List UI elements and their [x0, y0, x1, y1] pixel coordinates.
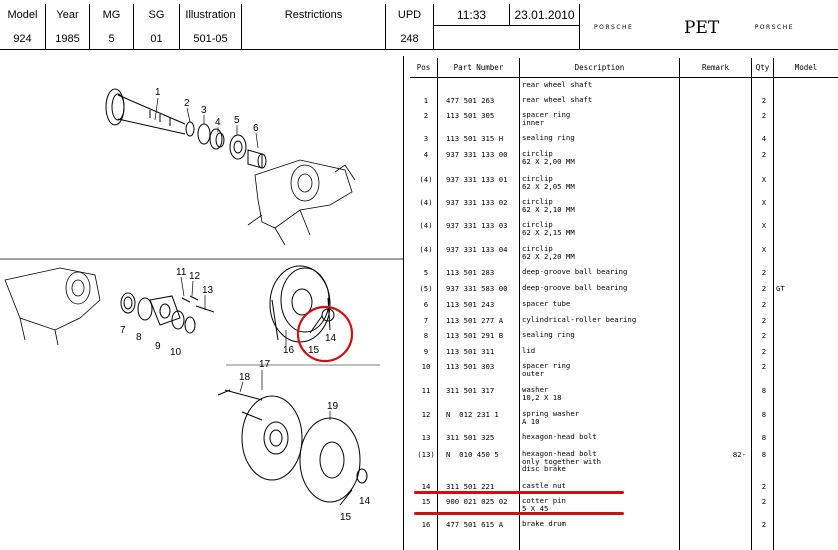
row-description: circlip 62 X 2,05 MM	[522, 174, 575, 191]
brand-panel	[588, 0, 798, 50]
callout-2[interactable]: 2	[184, 98, 190, 109]
hub-flange-drawing	[218, 390, 302, 480]
illustration-value: 501-05	[193, 33, 228, 45]
row-part-number: 113 501 311	[446, 347, 495, 356]
table-row[interactable]	[410, 449, 838, 471]
time-display: 11:33	[434, 4, 510, 26]
row-pos: 8	[423, 331, 429, 340]
row-part-number: 113 501 283	[446, 268, 495, 277]
row-part-number: 113 501 315 H	[446, 134, 504, 143]
row-qty: 2	[761, 268, 767, 277]
col-header-model[interactable]: Model	[774, 58, 838, 78]
callout-9[interactable]: 9	[155, 341, 161, 352]
illustration-cell	[180, 4, 242, 50]
trailing-arm-drawing-upper	[248, 160, 355, 245]
header-bar	[0, 0, 838, 50]
row-pos: (4)	[419, 175, 433, 184]
row-qty: X	[761, 245, 767, 254]
callout-12[interactable]: 12	[189, 271, 201, 282]
row-qty: 2	[761, 482, 767, 491]
row-pos: 7	[423, 316, 429, 325]
row-part-number: 113 501 303	[446, 362, 495, 371]
row-description: deep-groove ball bearing	[522, 283, 628, 292]
row-description: cotter pin 5 X 45	[522, 496, 566, 513]
row-part-number: 113 501 243	[446, 300, 495, 309]
highlight-underline-bottom	[414, 512, 624, 515]
row-part-number: 311 501 221	[446, 482, 495, 491]
row-pos: (4)	[419, 221, 433, 230]
callout-15-lower[interactable]: 15	[340, 512, 352, 523]
row-part-number: 937 331 133 01	[446, 175, 508, 184]
row-part-number: 937 331 133 00	[446, 150, 508, 159]
model-label: Model	[7, 9, 38, 21]
brake-disc-hub-drawing	[300, 418, 367, 505]
table-row[interactable]	[410, 149, 838, 171]
row-pos: 3	[423, 134, 429, 143]
table-row[interactable]	[410, 197, 838, 219]
row-description: lid	[522, 346, 536, 355]
row-description: hexagon-head bolt only together with disc brake	[522, 449, 602, 473]
row-description: washer 10,2 X 18	[522, 385, 562, 402]
porsche-logo-right: PORSCHE	[754, 24, 794, 31]
col-header-qty[interactable]: Qty	[752, 58, 774, 78]
date-display: 23.01.2010	[510, 4, 580, 26]
row-qty: 2	[761, 362, 767, 371]
porsche-logo-left: PORSCHE	[594, 24, 634, 31]
brake-drum-drawing	[270, 266, 330, 342]
col-header-description[interactable]: Description	[520, 58, 680, 78]
sg-label: SG	[148, 9, 165, 21]
row-qty: 2	[761, 300, 767, 309]
model-value: 924	[13, 33, 32, 45]
row-description: rear wheel shaft	[522, 80, 593, 89]
sg-cell	[134, 4, 180, 50]
row-pos: 12	[421, 410, 431, 419]
bearing-parts-drawing	[121, 293, 214, 333]
row-description: spring washer A 10	[522, 409, 580, 426]
callout-14[interactable]: 14	[325, 333, 337, 344]
row-pos: 14	[421, 482, 431, 491]
illustration-pane[interactable]	[0, 56, 404, 550]
row-part-number: 937 331 133 03	[446, 221, 508, 230]
row-part-number: 477 501 615 A	[446, 520, 504, 529]
callout-10[interactable]: 10	[170, 347, 182, 358]
callout-8[interactable]: 8	[136, 332, 142, 343]
callout-19[interactable]: 19	[327, 401, 339, 412]
row-qty: 8	[761, 386, 767, 395]
row-part-number: 900 021 025 02	[446, 497, 508, 506]
row-description: sealing ring	[522, 133, 575, 142]
row-description: rear wheel shaft	[522, 95, 593, 104]
row-description: brake drum	[522, 519, 566, 528]
table-row[interactable]	[410, 519, 838, 541]
restrictions-label: Restrictions	[284, 9, 343, 21]
row-qty: 2	[761, 284, 767, 293]
row-description: hexagon-head bolt	[522, 432, 597, 441]
col-header-part-number[interactable]: Part Number	[438, 58, 520, 78]
table-row[interactable]	[410, 385, 838, 407]
row-part-number: 113 501 305	[446, 111, 495, 120]
callout-14-lower[interactable]: 14	[359, 496, 371, 507]
row-part-number: 937 331 133 04	[446, 245, 508, 254]
row-qty: 2	[761, 497, 767, 506]
table-row[interactable]	[410, 110, 838, 132]
row-pos: 6	[423, 300, 429, 309]
callout-18[interactable]: 18	[239, 372, 251, 383]
callout-13[interactable]: 13	[202, 285, 214, 296]
row-qty: 2	[761, 347, 767, 356]
row-description: circlip 62 X 2,10 MM	[522, 197, 575, 214]
exploded-view-diagram[interactable]	[0, 56, 404, 550]
row-pos: 16	[421, 520, 431, 529]
row-part-number: N 012 231 1	[446, 410, 499, 419]
sg-value: 01	[150, 33, 163, 45]
parts-table	[410, 58, 838, 550]
illustration-label: Illustration	[185, 9, 236, 21]
upd-value: 248	[400, 33, 419, 45]
row-qty: 2	[761, 96, 767, 105]
row-qty: 8	[761, 450, 767, 459]
row-part-number: 113 501 277 A	[446, 316, 504, 325]
row-pos: 5	[423, 268, 429, 277]
row-qty: 8	[761, 433, 767, 442]
col-header-remark[interactable]: Remark	[680, 58, 752, 78]
table-row[interactable]	[410, 244, 838, 266]
mg-value: 5	[108, 33, 115, 45]
row-description: spacer ring outer	[522, 361, 571, 378]
mg-cell	[90, 4, 134, 50]
row-description: spacer tube	[522, 299, 571, 308]
highlight-underline-top	[414, 491, 624, 494]
row-qty: 8	[761, 410, 767, 419]
row-pos: (4)	[419, 245, 433, 254]
row-qty: 4	[761, 134, 767, 143]
table-row[interactable]	[410, 220, 838, 242]
callout-1[interactable]: 1	[155, 87, 161, 98]
row-pos: 9	[423, 347, 429, 356]
row-part-number: 311 501 325	[446, 433, 495, 442]
upd-cell	[386, 4, 434, 50]
callout-15[interactable]: 15	[308, 345, 320, 356]
restrictions-cell	[242, 4, 386, 50]
callout-16[interactable]: 16	[283, 345, 295, 356]
row-pos: 13	[421, 433, 431, 442]
row-pos: 4	[423, 150, 429, 159]
row-part-number: N 010 450 5	[446, 450, 499, 459]
row-description: deep-groove ball bearing	[522, 267, 628, 276]
row-qty: 2	[761, 150, 767, 159]
row-description: cylindrical-roller bearing	[522, 315, 637, 324]
callout-5[interactable]: 5	[234, 115, 240, 126]
table-row[interactable]	[410, 361, 838, 383]
row-pos: 10	[421, 362, 431, 371]
model-cell	[0, 4, 46, 50]
row-qty: 2	[761, 316, 767, 325]
table-row[interactable]	[410, 174, 838, 196]
row-qty: X	[761, 175, 767, 184]
row-description: castle nut	[522, 481, 566, 490]
row-part-number: 937 331 583 00	[446, 284, 508, 293]
row-description: circlip 62 X 2,15 MM	[522, 220, 575, 237]
callout-11[interactable]: 11	[176, 267, 187, 278]
row-description: circlip 62 X 2,00 MM	[522, 149, 575, 166]
row-pos: (13)	[417, 450, 435, 459]
row-pos: 2	[423, 111, 429, 120]
trailing-arm-drawing-lower	[5, 268, 100, 345]
row-part-number: 477 501 263	[446, 96, 495, 105]
mg-label: MG	[102, 9, 121, 21]
header-spacer	[434, 26, 580, 50]
upd-label: UPD	[397, 9, 422, 21]
row-qty: X	[761, 198, 767, 207]
row-description: spacer ring inner	[522, 110, 571, 127]
row-part-number: 937 331 133 02	[446, 198, 508, 207]
callout-4[interactable]: 4	[215, 117, 221, 128]
year-cell	[46, 4, 90, 50]
callout-17[interactable]: 17	[259, 359, 271, 370]
callout-3[interactable]: 3	[201, 105, 207, 116]
callout-6[interactable]: 6	[253, 123, 259, 134]
row-part-number: 311 501 317	[446, 386, 495, 395]
row-pos: 11	[421, 386, 431, 395]
row-qty: 2	[761, 331, 767, 340]
year-label: Year	[56, 9, 79, 21]
row-pos: (4)	[419, 198, 433, 207]
row-part-number: 113 501 291 B	[446, 331, 504, 340]
col-header-pos[interactable]: Pos	[410, 58, 438, 78]
callout-7[interactable]: 7	[120, 325, 126, 336]
row-model: GT	[776, 284, 785, 293]
row-pos: 1	[423, 96, 429, 105]
row-pos: 15	[421, 497, 431, 506]
row-remark: 82-	[732, 450, 746, 459]
row-qty: X	[761, 221, 767, 230]
row-pos: (5)	[419, 284, 433, 293]
table-row[interactable]	[410, 409, 838, 431]
year-value: 1985	[55, 33, 80, 45]
app-title: PET	[684, 18, 720, 38]
row-qty: 2	[761, 520, 767, 529]
row-description: circlip 62 X 2,20 MM	[522, 244, 575, 261]
row-description: sealing ring	[522, 330, 575, 339]
row-qty: 2	[761, 111, 767, 120]
